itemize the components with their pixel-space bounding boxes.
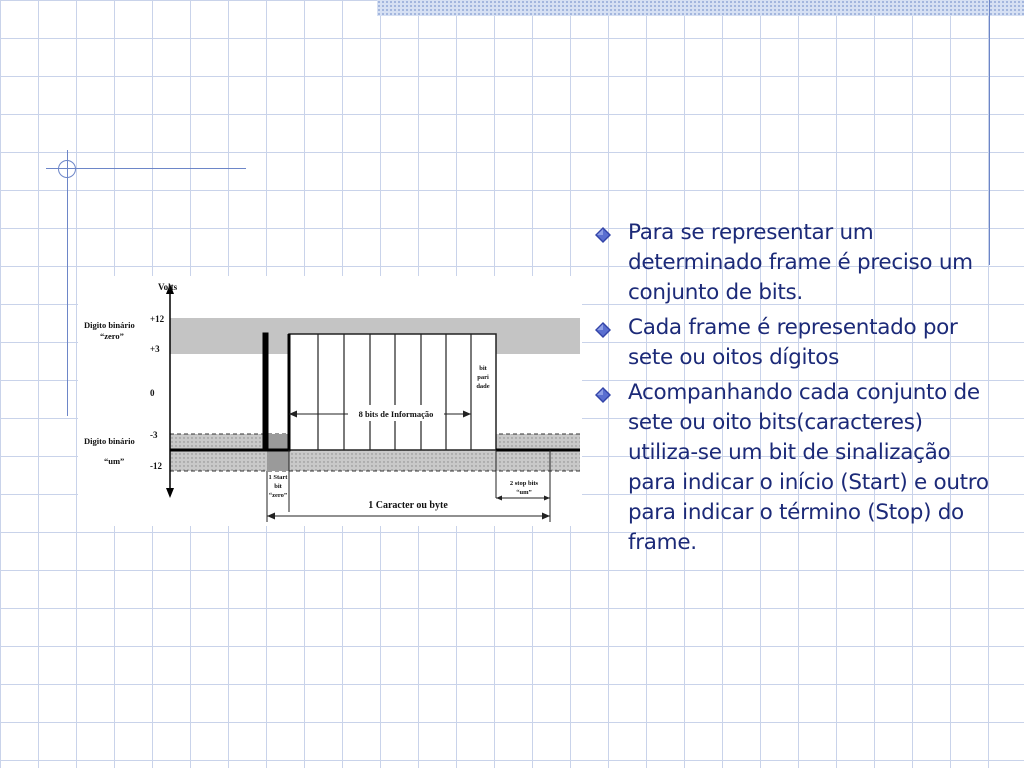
info-label: 8 bits de Informação xyxy=(358,409,434,419)
diamond-bullet-icon xyxy=(594,321,612,339)
bullet-item xyxy=(592,378,992,558)
axis-title: Volts xyxy=(158,282,178,292)
bullet-list xyxy=(592,218,992,563)
level-label: +3 xyxy=(150,344,160,354)
data-bits-area xyxy=(289,334,496,450)
one-label-line1: Digito binário xyxy=(84,436,135,446)
byte-label: 1 Caracter ou byte xyxy=(368,500,448,511)
level-label: +12 xyxy=(150,314,165,324)
decor-line-vertical xyxy=(67,150,68,416)
start-label: 1 Start xyxy=(268,474,288,481)
parity-label: bit xyxy=(479,365,487,372)
level-label: 0 xyxy=(150,388,155,398)
start-label: “zero” xyxy=(268,492,288,499)
parity-label: pari xyxy=(477,374,489,381)
bullet-text: Cada frame é representado por sete ou oitos dígitos xyxy=(628,315,958,370)
bullet-item xyxy=(592,218,992,308)
stop-label: “um” xyxy=(516,489,532,496)
diamond-bullet-icon xyxy=(594,386,612,404)
zero-label-line1: Digito binário xyxy=(84,320,135,330)
level-label: -3 xyxy=(150,430,158,440)
bullet-item xyxy=(592,313,992,373)
diamond-bullet-icon xyxy=(594,226,612,244)
level-label: -12 xyxy=(150,461,162,471)
bullet-text: Acompanhando cada conjunto de sete ou oito bits(caracteres) utiliza-se um bit de sinalização para indicar o início (Start) e outro para indicar o término (Stop) do frame. xyxy=(628,380,989,555)
zero-label-line2: “zero” xyxy=(100,331,124,341)
stop-label: 2 stop bits xyxy=(509,480,539,487)
decor-line-horizontal xyxy=(46,168,246,169)
bullet-text: Para se representar um determinado frame é preciso um conjunto de bits. xyxy=(628,220,973,305)
start-label: bit xyxy=(274,483,282,490)
parity-label: dade xyxy=(476,383,490,390)
serial-frame-diagram xyxy=(78,276,582,526)
one-label-line2: “um” xyxy=(104,456,125,466)
decor-circle xyxy=(58,160,76,178)
header-band xyxy=(377,0,1024,16)
